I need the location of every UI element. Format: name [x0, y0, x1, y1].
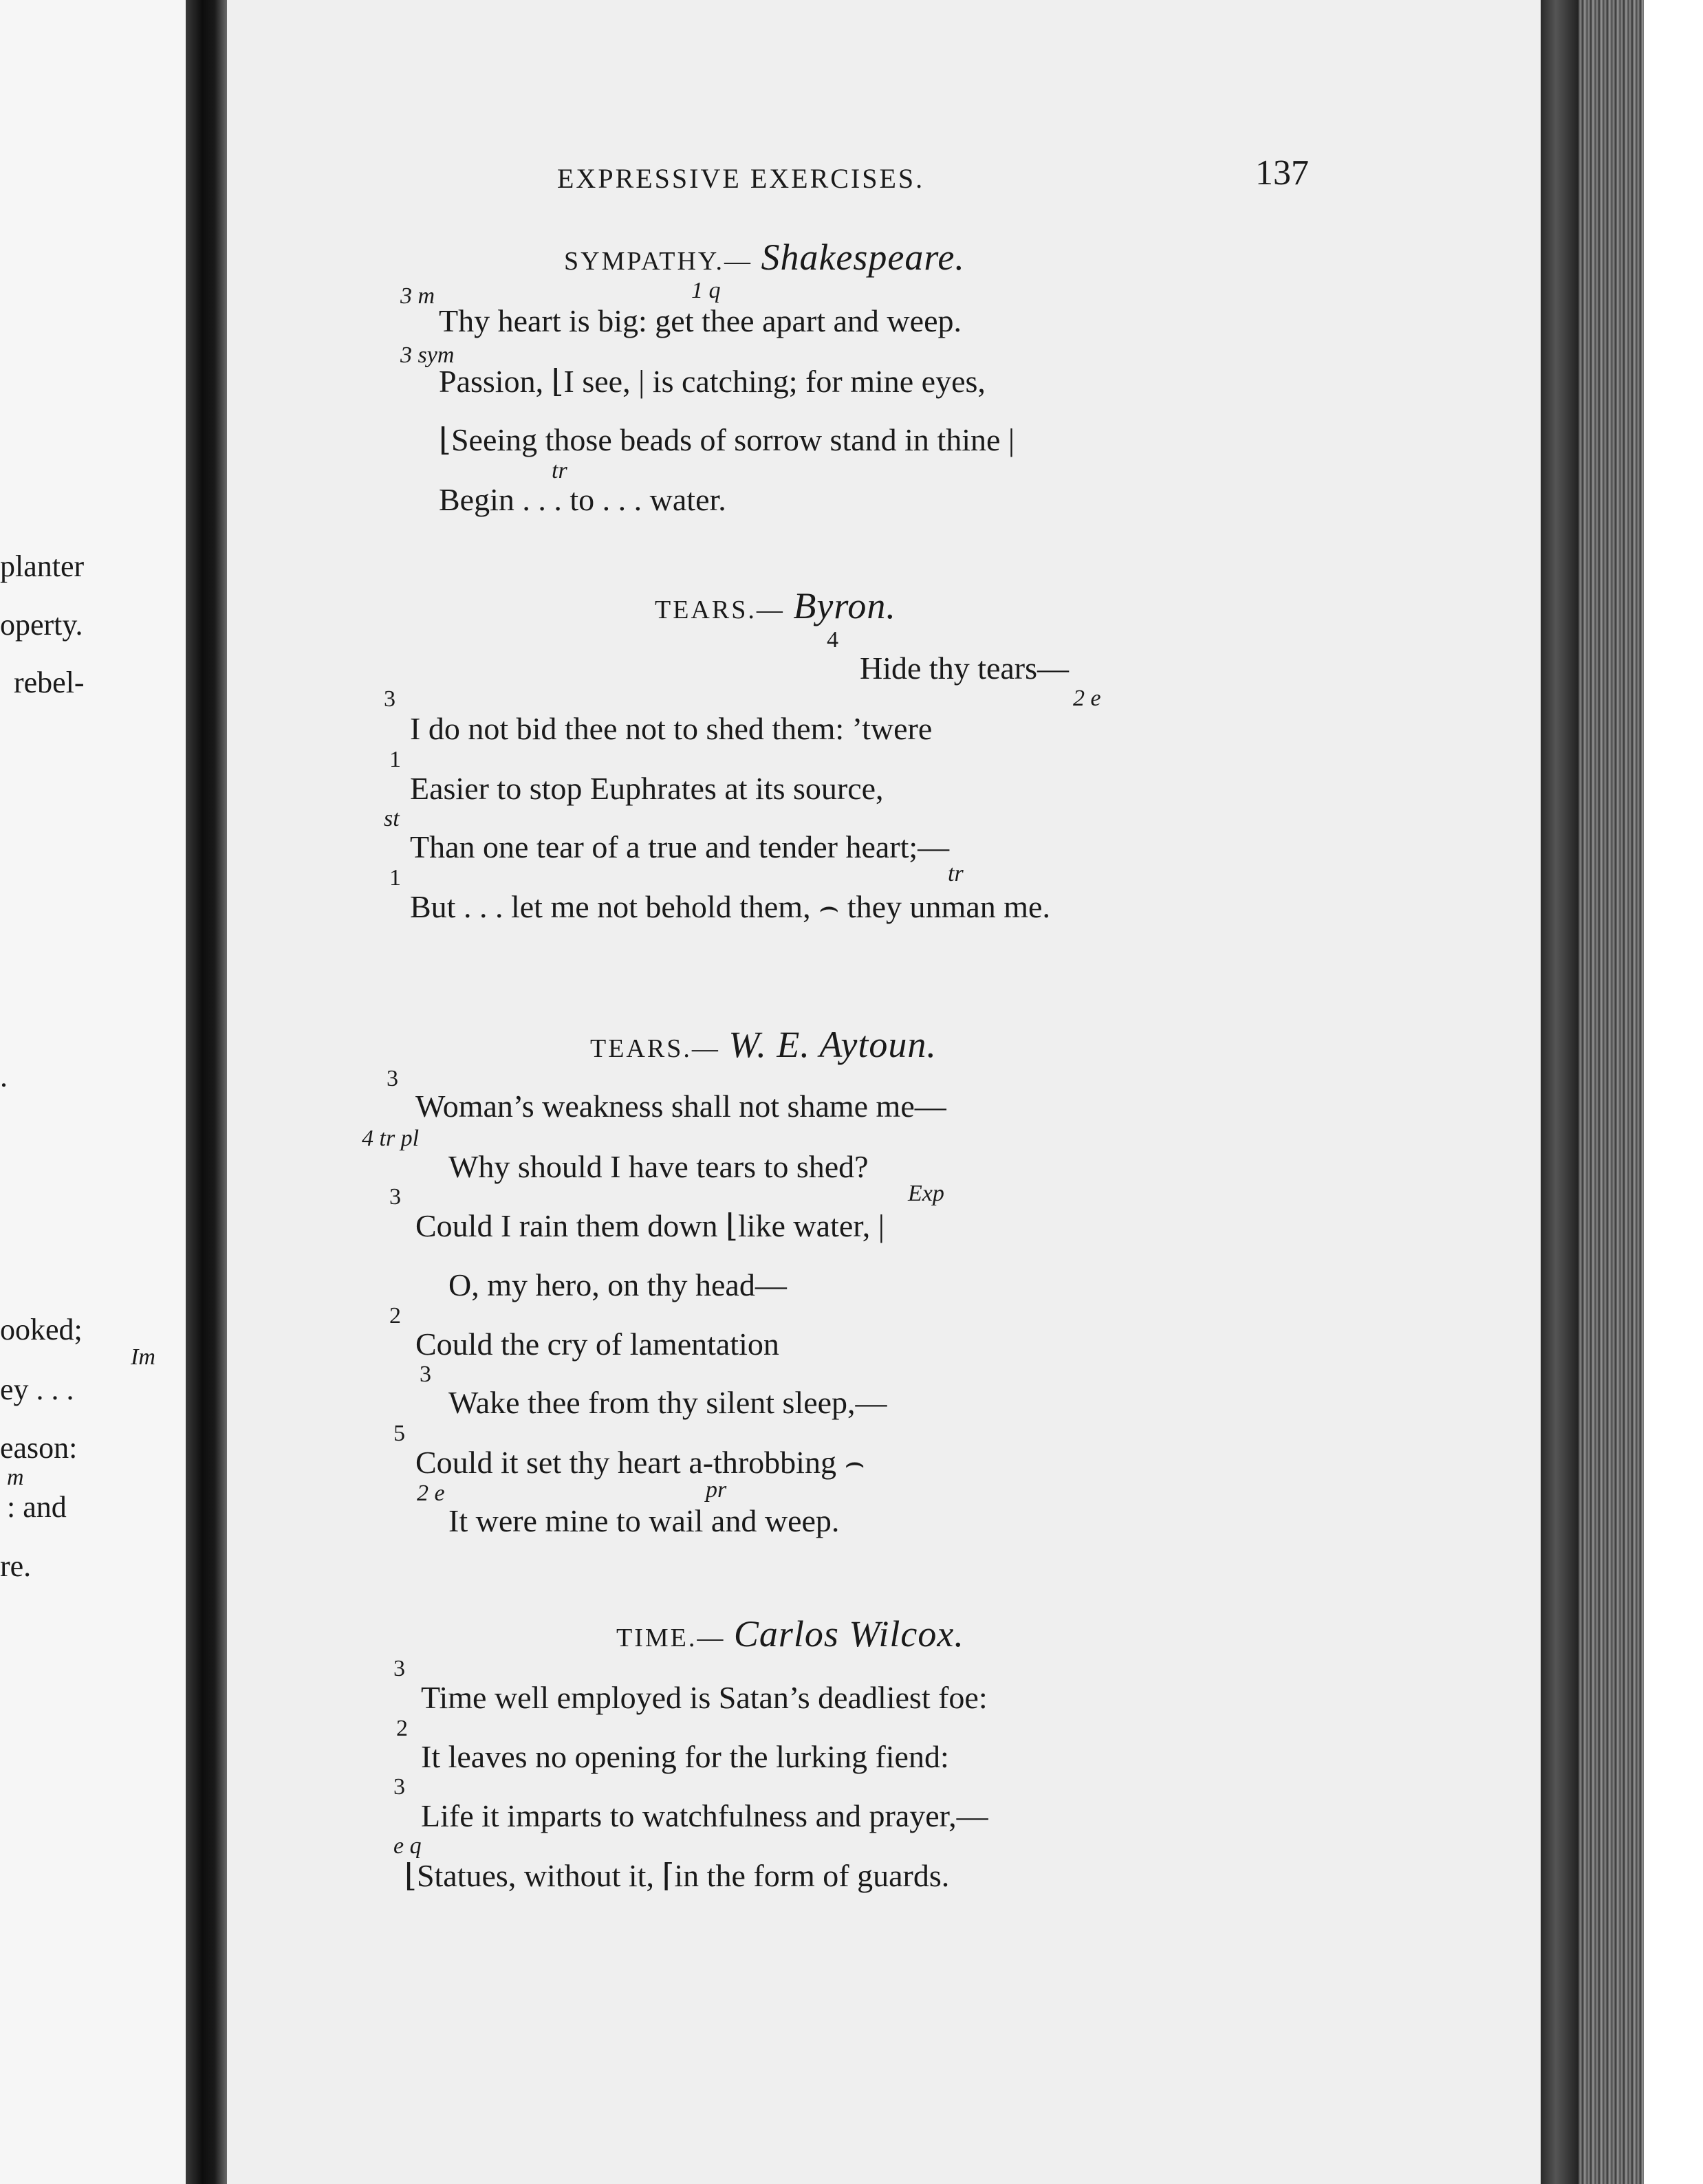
verse-line: But . . . let me not behold them, ⌢ they unman me.	[410, 889, 1050, 924]
annotation-mark: 4	[827, 627, 838, 653]
left-fragment: rebel-	[14, 666, 85, 699]
verse-line: ⌊Seeing those beads of sorrow stand in thine |	[439, 422, 1015, 457]
page-stack-edge	[1579, 0, 1644, 2184]
verse-line: Than one tear of a true and tender heart;—	[410, 829, 950, 864]
annotation-mark: 4 tr pl	[362, 1126, 420, 1151]
annotation-mark: tr	[552, 458, 567, 483]
book-gutter	[186, 0, 227, 2184]
annotation-mark: 3	[393, 1656, 405, 1681]
left-page-edge	[0, 0, 186, 2184]
left-fragment: ey . . .	[0, 1373, 74, 1406]
section-heading: TEARS.—	[590, 1034, 720, 1063]
verse-line: Wake thee from thy silent sleep,—	[448, 1385, 887, 1420]
annotation-mark: 1	[389, 865, 401, 891]
annotation-mark: 5	[393, 1421, 405, 1446]
verse-line: Could I rain them down ⌊like water, |	[415, 1208, 885, 1243]
verse-line: Why should I have tears to shed?	[448, 1149, 869, 1184]
running-header: EXPRESSIVE EXERCISES.	[557, 163, 925, 194]
left-fragment: eason:	[0, 1431, 78, 1465]
left-fragment: m	[7, 1465, 24, 1490]
annotation-mark: Exp	[908, 1181, 944, 1206]
verse-line: Begin . . . to . . . water.	[439, 482, 726, 517]
left-fragment: .	[0, 1060, 8, 1093]
section-heading: TIME.—	[616, 1624, 726, 1652]
verse-line: Life it imparts to watchfulness and prayer,—	[421, 1798, 988, 1833]
annotation-mark: pr	[706, 1477, 727, 1503]
annotation-mark: 3	[387, 1066, 398, 1091]
annotation-mark: 3 sym	[400, 342, 455, 368]
verse-line: Passion, ⌊I see, | is catching; for mine eyes,	[439, 364, 986, 399]
verse-line: ⌊Statues, without it, ⌈in the form of guards.	[404, 1858, 950, 1893]
left-fragment: re.	[0, 1549, 32, 1583]
section-author: Shakespeare.	[761, 237, 965, 278]
page-number: 137	[1255, 153, 1309, 193]
annotation-mark: 2 e	[417, 1481, 445, 1506]
section-title	[564, 236, 965, 279]
section-heading: TEARS.—	[655, 596, 785, 624]
verse-line: Woman’s weakness shall not shame me—	[415, 1089, 946, 1124]
verse-line: It were mine to wail and weep.	[448, 1503, 840, 1538]
verse-line: Could the cry of lamentation	[415, 1326, 779, 1362]
annotation-mark: 3	[393, 1774, 405, 1800]
verse-line: Time well employed is Satan’s deadliest foe:	[421, 1680, 988, 1715]
margin	[1644, 0, 1703, 2184]
annotation-mark: 3	[389, 1184, 401, 1210]
left-fragment: : and	[7, 1490, 67, 1524]
verse-line: It leaves no opening for the lurking fiend:	[421, 1739, 949, 1774]
section-author: W. E. Aytoun.	[728, 1024, 937, 1065]
annotation-mark: 3 m	[400, 283, 435, 309]
section-author: Carlos Wilcox.	[733, 1613, 964, 1655]
verse-line: Thy heart is big: get thee apart and weep.	[439, 303, 962, 338]
annotation-mark: tr	[948, 861, 964, 886]
left-fragment: ooked;	[0, 1313, 83, 1346]
annotation-mark: 2	[389, 1303, 401, 1329]
section-author: Byron.	[793, 585, 896, 626]
annotation-mark: 2 e	[1073, 686, 1101, 711]
verse-line: Could it set thy heart a-throbbing ⌢	[415, 1445, 865, 1480]
left-fragment: operty.	[0, 608, 83, 642]
left-fragment: planter	[0, 549, 85, 583]
annotation-mark: 3	[420, 1362, 431, 1387]
verse-line: I do not bid thee not to shed them: ’twere	[410, 711, 933, 746]
section-title	[655, 585, 896, 627]
annotation-mark: 3	[384, 686, 395, 712]
annotation-mark: 1 q	[691, 278, 721, 303]
verse-line: Hide thy tears—	[860, 651, 1070, 686]
verse-line: O, my hero, on thy head—	[448, 1267, 787, 1302]
annotation-mark: e q	[393, 1833, 422, 1859]
section-title	[616, 1613, 964, 1655]
annotation-mark: 2	[396, 1716, 408, 1741]
annotation-mark: st	[384, 806, 400, 831]
page-edge-shadow	[1541, 0, 1579, 2184]
section-heading: SYMPATHY.—	[564, 247, 752, 276]
annotation-mark: 1	[389, 747, 401, 772]
left-fragment: Im	[131, 1344, 155, 1370]
section-title	[590, 1023, 937, 1066]
verse-line: Easier to stop Euphrates at its source,	[410, 771, 884, 806]
